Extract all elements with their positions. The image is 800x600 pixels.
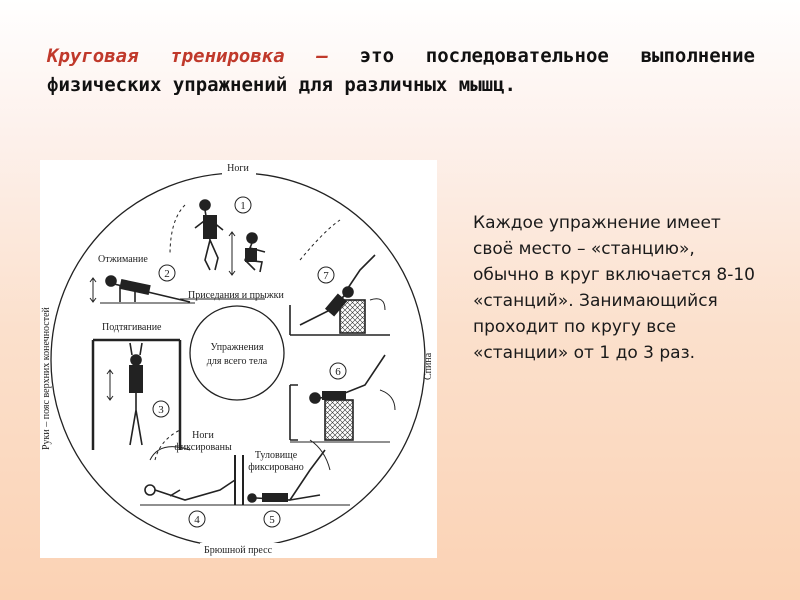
station-4-label-2: фиксированы — [174, 442, 232, 453]
center-label-1: Упражнения — [210, 342, 264, 353]
station-3-figure — [93, 340, 180, 450]
station-5-label-2: фиксировано — [248, 462, 304, 473]
label-arms: Руки – пояс верхних конечностей — [41, 307, 52, 450]
svg-text:1: 1 — [240, 200, 246, 212]
station-2-number — [159, 265, 175, 281]
station-4-label-1: Ноги — [192, 430, 214, 441]
title-rest: это последовательное выполнение физических упражнений для различных мышц. — [47, 45, 755, 96]
svg-text:7: 7 — [323, 270, 329, 282]
label-legs: Ноги — [227, 163, 249, 174]
station-2-figure — [90, 276, 195, 303]
center-label-2: для всего тела — [206, 356, 268, 367]
station-5-label-1: Туловище — [254, 450, 298, 461]
center-circle — [190, 306, 284, 400]
station-5-number — [264, 511, 280, 527]
station-2-label: Отжимание — [98, 254, 148, 265]
svg-text:6: 6 — [335, 366, 341, 378]
station-3-label: Подтягивание — [102, 322, 162, 333]
station-3-number — [153, 401, 169, 417]
station-7-number — [318, 267, 334, 283]
svg-text:4: 4 — [194, 514, 200, 526]
squats-label: Приседания и прыжки — [188, 290, 284, 301]
station-arrows — [155, 205, 340, 460]
svg-text:3: 3 — [158, 404, 164, 416]
station-4-figure — [140, 447, 245, 505]
label-abs: Брюшной пресс — [203, 545, 273, 556]
station-1-figure — [180, 200, 265, 299]
title-highlight: Круговая тренировка – — [47, 45, 328, 67]
svg-text:5: 5 — [269, 514, 275, 526]
station-1-number — [235, 197, 251, 213]
label-back: Спина — [423, 352, 434, 380]
station-7-figure — [290, 255, 390, 335]
station-6-number — [330, 363, 346, 379]
circuit-diagram-svg — [40, 160, 437, 558]
side-description: Каждое упражнение имеет своё место – «станцию», обычно в круг включается 8-10 «станций». Занимающийся проходит по кругу все «станции» от 1 до 3 раз. — [473, 213, 755, 363]
svg-text:2: 2 — [164, 268, 170, 280]
circuit-training-diagram — [40, 160, 437, 558]
station-4-number — [189, 511, 205, 527]
page-title — [47, 42, 755, 100]
